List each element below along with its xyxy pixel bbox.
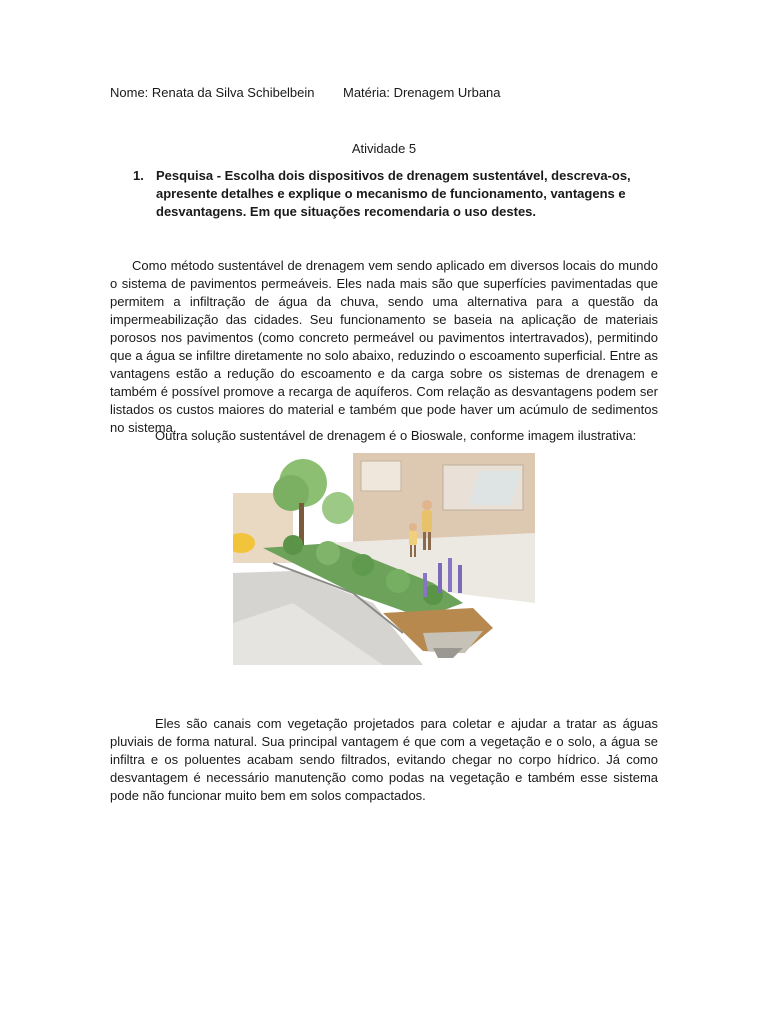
paragraph-bioswale-intro: Outra solução sustentável de drenagem é o Bioswale, conforme imagem ilustrativa: (155, 428, 637, 443)
student-name: Nome: Renata da Silva Schibelbein (110, 85, 315, 100)
bioswale-illustration (233, 453, 535, 665)
subject-name: Matéria: Drenagem Urbana (343, 85, 501, 100)
question-number: 1. (133, 168, 144, 183)
header-line (110, 85, 501, 100)
paragraph-bioswale-description: Eles são canais com vegetação projetados para coletar e ajudar a tratar as águas pluviais de forma natural. Sua principal vantagem é que com a vegetação e o solo, a água se infiltra e os poluentes acabam sendo filtrados, evitando chegar no corpo hídrico. Já como desvantagem é necessário manutenção como podas na vegetação e também esse sistema pode não funcionar muito bem em solos compactados. (110, 716, 658, 803)
activity-title: Atividade 5 (351, 141, 417, 156)
question-item (133, 167, 661, 221)
question-text: Pesquisa - Escolha dois dispositivos de drenagem sustentável, descreva-os, apresente detalhes e explique o mecanismo de funcionamento, vantagens e desvantagens. Em que situações recomendaria o uso destes. (156, 168, 631, 219)
paragraph-permeable-pavement: Como método sustentável de drenagem vem sendo aplicado em diversos locais do mundo o sistema de pavimentos permeáveis. Eles nada mais são que superfícies pavimentadas que permitem a infiltração de água da chuva, sendo uma alternativa para a questão da impermeabilização das cidades. Seu funcionamento se baseia na aplicação de materiais porosos nos pavimentos (como concreto permeável ou pavimentos intertravados), permitindo que a água se infiltre diretamente no solo abaixo, reduzindo o escoamento superficial. Entre as vantagens estão a redução do escoamento e da carga sobre os sistemas de drenagem e também é possível promove a recarga de aquíferos. Com relação as desvantagens podem ser listados os custos maiores do material e também que pode haver um acúmulo de sedimentos no sistema. (110, 258, 658, 435)
